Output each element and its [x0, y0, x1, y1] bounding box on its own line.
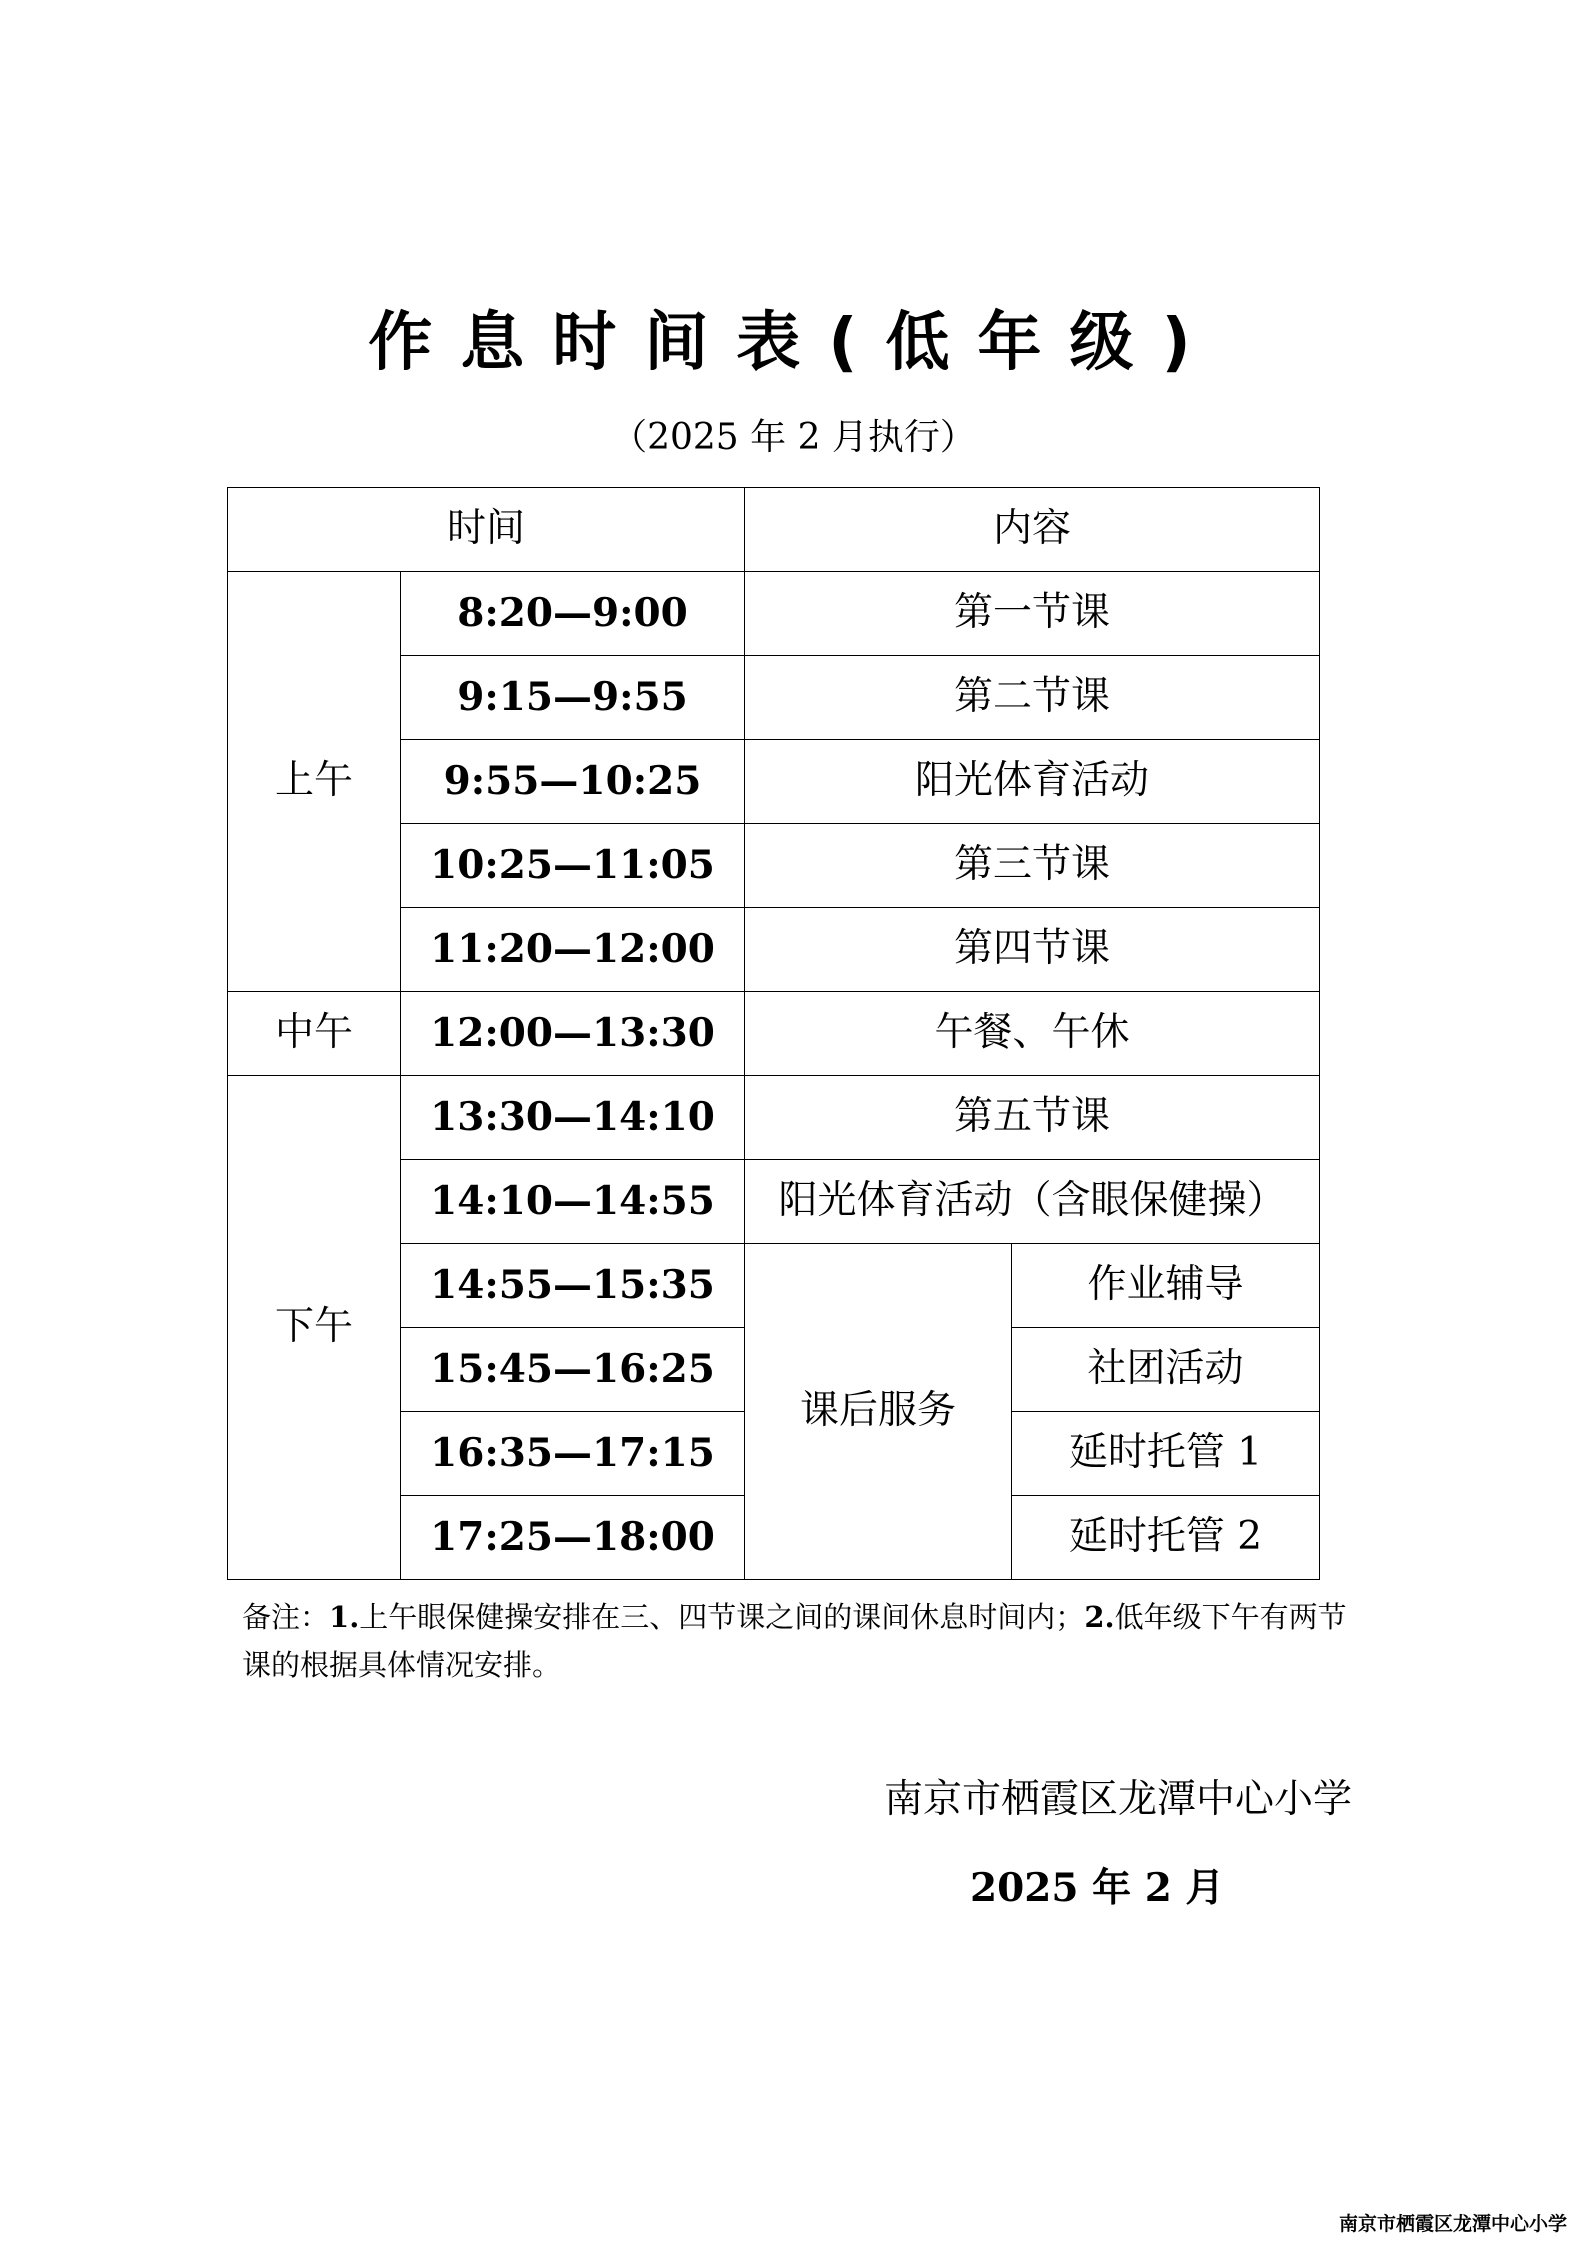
row-time: 13:30—14:10 [401, 1076, 745, 1160]
row-time: 16:35—17:15 [401, 1412, 745, 1496]
row-time: 9:55—10:25 [401, 740, 745, 824]
row-content: 第三节课 [745, 824, 1320, 908]
table-header-row [228, 488, 1320, 572]
row-content: 作业辅导 [1012, 1244, 1320, 1328]
row-time: 14:55—15:35 [401, 1244, 745, 1328]
signature-school: 南京市栖霞区龙潭中心小学 [883, 1777, 1352, 1822]
period-morning: 上午 [228, 572, 401, 992]
table-row [228, 1076, 1320, 1160]
page-title: 作息时间表(低年级) [368, 306, 1219, 380]
row-time: 11:20—12:00 [401, 908, 745, 992]
after-school-service: 课后服务 [745, 1244, 1012, 1580]
row-content: 第二节课 [745, 656, 1320, 740]
row-content: 社团活动 [1012, 1328, 1320, 1412]
row-content: 延时托管 2 [1012, 1496, 1320, 1580]
row-time: 14:10—14:55 [401, 1160, 745, 1244]
note-text [242, 1593, 1362, 1689]
row-content: 阳光体育活动 [745, 740, 1320, 824]
header-time: 时间 [228, 488, 745, 572]
note-label: 备注： [242, 1600, 330, 1634]
row-time: 9:15—9:55 [401, 656, 745, 740]
period-afternoon: 下午 [228, 1076, 401, 1580]
row-content: 第一节课 [745, 572, 1320, 656]
footer-school: 南京市栖霞区龙潭中心小学 [1338, 2213, 1567, 2235]
row-time: 17:25—18:00 [401, 1496, 745, 1580]
schedule-table [227, 487, 1320, 1580]
row-content: 第四节课 [745, 908, 1320, 992]
page-subtitle: （2025 年 2 月执行） [611, 417, 976, 458]
note-item1-number: 1. [329, 1600, 360, 1634]
table-row [228, 572, 1320, 656]
row-time: 12:00—13:30 [401, 992, 745, 1076]
row-content: 午餐、午休 [745, 992, 1320, 1076]
signature-date: 2025 年 2 月 [970, 1865, 1225, 1911]
note-item2-text: 低年级下午有两节课的根据具体情况安排。 [242, 1600, 1347, 1682]
period-noon: 中午 [228, 992, 401, 1076]
row-time: 10:25—11:05 [401, 824, 745, 908]
row-content: 延时托管 1 [1012, 1412, 1320, 1496]
note-item1-text: 上午眼保健操安排在三、四节课之间的课间休息时间内； [359, 1600, 1085, 1634]
note-item2-number: 2. [1084, 1600, 1115, 1634]
row-time: 15:45—16:25 [401, 1328, 745, 1412]
row-content: 阳光体育活动（含眼保健操） [745, 1160, 1320, 1244]
header-content: 内容 [745, 488, 1320, 572]
table-row [228, 992, 1320, 1076]
row-time: 8:20—9:00 [401, 572, 745, 656]
row-content: 第五节课 [745, 1076, 1320, 1160]
